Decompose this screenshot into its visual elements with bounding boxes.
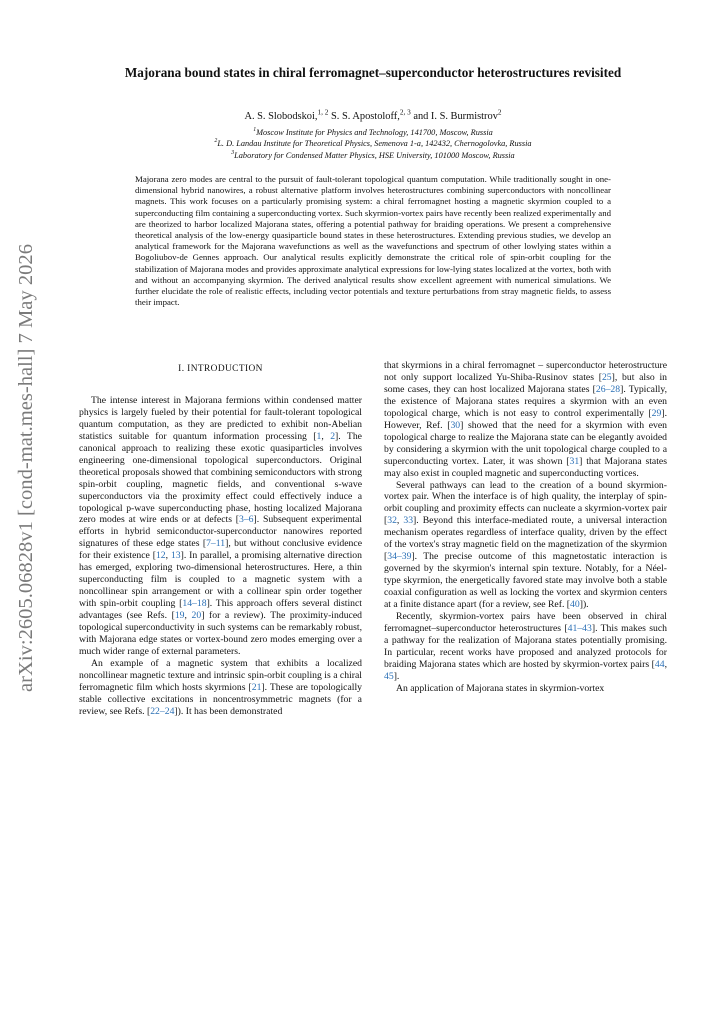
paragraph-text: that skyrmions in a chiral ferromagnet – superconductor heterostructure not only support localized Yu-Shiba-Rusinov states [ bbox=[384, 360, 667, 383]
citation-link[interactable]: 30 bbox=[450, 419, 461, 431]
citation-link[interactable]: 7–11 bbox=[206, 538, 226, 550]
affiliation-2: $^2$L. D. Landau Institute for Theoretical Physics, Semenova 1-a, 142432, Chernogolovka, Russia bbox=[214, 138, 532, 149]
citation-link[interactable]: 21 bbox=[251, 681, 262, 693]
left-column-body bbox=[79, 395, 362, 718]
paragraph-text: ]. The canonical approach to realizing these exotic quasiparticles involves engineering one-dimensional topological superconductors. Original theoretical proposals showed that combining semiconductors with strong spin-orbit coupling, magnetic fields, and conventional s-wave superconductors via the proximity effect could effectively induce a topological p-wave superconducting phase, hosting localized Majorana zero modes at wire ends or at defects [ bbox=[79, 430, 362, 526]
left-column bbox=[79, 362, 362, 718]
paragraph-text: An application of Majorana states in skyrmion-vortex bbox=[396, 682, 605, 694]
arxiv-stamp-text: arXiv:2605.06828v1 [cond-mat.mes-hall] 7 May 2026 bbox=[16, 267, 37, 692]
paragraph-text: ], but also in some cases, they can host localized Majorana states [ bbox=[384, 371, 667, 395]
paragraph-text: ] showed that the need for a skyrmion with even topological charge to realize the Majorana state can be elegantly avoided by considering a skyrmion with the unit topological charge coupled to a superconducting vortex. Later, it was shown [ bbox=[384, 419, 667, 467]
paragraph-text: ]. bbox=[393, 670, 400, 682]
citation-link[interactable]: 25 bbox=[601, 371, 612, 383]
paragraph-text: An example of a magnetic system that exhibits a localized noncollinear magnetic texture and intrinsic spin-orbit coupling is a chiral ferromagnetic film which hosts skyrmions [ bbox=[79, 657, 362, 693]
citation-link[interactable]: 44 bbox=[654, 658, 665, 670]
paragraph-text: , bbox=[396, 515, 404, 527]
citation-link[interactable]: 3–6 bbox=[238, 514, 254, 526]
body-paragraph bbox=[384, 611, 667, 683]
body-paragraph bbox=[384, 480, 667, 611]
paragraph-text: Several pathways can lead to the creation of a bound skyrmion-vortex pair. When the interface is of high quality, the interplay of spin-orbit coupling and proximity effects can nucleate a skyrmion-vortex pair [ bbox=[384, 479, 667, 527]
paragraph-text: ]. This makes such a pathway for the realization of Majorana states potentially promising. In particular, recent works have proposed and analyzed protocols for braiding Majorana states which are hosted by skyrmion-vortex pairs [ bbox=[384, 622, 667, 670]
affiliation-list bbox=[80, 127, 666, 161]
paragraph-text: , bbox=[321, 430, 331, 442]
citation-link[interactable]: 45 bbox=[384, 670, 394, 682]
paragraph-text: , bbox=[664, 658, 667, 670]
citation-link[interactable]: 31 bbox=[569, 455, 580, 467]
paragraph-text: ]. Beyond this interface-mediated route, a universal interaction mechanism operates regardless of interface quality, driven by the effect of the vortex's stray magnetic field on the magnetization of the skyrmion [ bbox=[384, 515, 668, 563]
citation-link[interactable]: 32 bbox=[387, 515, 397, 527]
body-paragraph bbox=[384, 360, 667, 480]
citation-link[interactable]: 26–28 bbox=[595, 383, 621, 395]
author-list bbox=[80, 110, 666, 123]
citation-link[interactable]: 14–18 bbox=[182, 598, 207, 610]
paragraph-text: ]. Typically, the existence of Majorana states requires a skyrmion with an even topological charge, which is not easy to control experimentally [ bbox=[384, 383, 667, 419]
affiliation-3: $^3$Laboratory for Condensed Matter Physics, HSE University, 101000 Moscow, Russia bbox=[231, 150, 515, 160]
body-paragraph bbox=[79, 658, 362, 718]
arxiv-stamp-svg bbox=[4, 240, 44, 695]
citation-link[interactable]: 12 bbox=[155, 550, 166, 562]
paper-title: Majorana bound states in chiral ferromagnet–superconductor heterostructures revisited bbox=[124, 65, 622, 80]
citation-link[interactable]: 20 bbox=[191, 610, 202, 622]
citation-link[interactable]: 1 bbox=[316, 430, 322, 442]
author-3: and I. S. Burmistrov$^2$ bbox=[413, 108, 502, 122]
paragraph-text: ]). It has been demonstrated bbox=[174, 705, 283, 717]
citation-link[interactable]: 13 bbox=[170, 550, 181, 562]
right-column-body bbox=[384, 360, 667, 695]
paragraph-text: ]. This approach offers several distinct advantages (see Refs. [ bbox=[79, 598, 362, 622]
citation-link[interactable]: 40 bbox=[570, 599, 580, 611]
paragraph-text: ]. Subsequent experimental efforts in hybrid semiconductor-superconductor nanowires reported signatures of these edge states [ bbox=[79, 514, 362, 550]
abstract: Majorana zero modes are central to the pursuit of fault-tolerant topological quantum computation. While traditionally sought in one-dimensional hybrid nanowires, a robust alternative platform involves heterostructures combining superconductors with noncollinear magnets. This work focuses on a particularly promising system: a chiral ferromagnet hosting a magnetic skyrmion coupled to a superconducting film containing a superconducting vortex. Such skyrmion-vortex pairs have recently been realized experimentally and are theorized to harbor localized Majorana states, offering a potential pathway for braiding operations. We present a comprehensive theoretical analysis of the low-energy quasiparticle bound states in these heterostructures. Extending previous studies, we develop an analytical framework for the Majorana wavefunctions as well as the wavefunctions and spectrum of other lowlying states within a Bogoliubov-de Gennes approach. Our analytical results explicitly demonstrate the critical role of spin-orbit coupling for the stabilization of Majorana modes and provides approximate analytical expressions for low-lying states localized at the vortex, both with and without an accompanying skyrmion. The derived analytical results show excellent agreement with numerical simulations. We further elucidate the role of realistic effects, including vector potentials and texture perturbations from stray magnetic fields, to assess their impact. bbox=[135, 174, 611, 308]
paragraph-text: ]. These are topologically stable collective excitations in noncentrosymmetric magnets (for a review, see Refs. [ bbox=[79, 681, 362, 717]
right-column bbox=[384, 360, 667, 695]
paragraph-text: ], but without conclusive evidence for their existence [ bbox=[79, 538, 362, 562]
paragraph-text: ] for a review). The proximity-induced topological superconductivity in such systems can be remarkably robust, with Majorana edge states or vortex-bound zero modes emerging over a much wider range of external parameters. bbox=[79, 610, 362, 657]
citation-link[interactable]: 19 bbox=[174, 610, 185, 622]
body-paragraph bbox=[384, 683, 667, 695]
citation-link[interactable]: 34–39 bbox=[387, 551, 412, 563]
paragraph-text: ]. The precise outcome of this magnetostatic interaction is governed by the skyrmion's internal spin texture. Notably, for a Néel-type skyrmion, the energetically favored state may involve both a stable coaxial configuration as well as locking the vortex and skyrmion centers at a finite distance apart (for a review, see Ref. [ bbox=[384, 551, 667, 611]
affiliation-1: $^1$Moscow Institute for Physics and Technology, 141700, Moscow, Russia bbox=[253, 127, 493, 137]
paragraph-text: Recently, skyrmion-vortex pairs have been observed in chiral ferromagnet–superconductor heterostructures [ bbox=[384, 611, 667, 634]
citation-link[interactable]: 41–43 bbox=[567, 622, 592, 634]
paragraph-text: ]. In parallel, a promising alternative direction has emerged, exploring two-dimensional heterostructures. Here, a thin superconducting film is coupled to a magnetic system with a noncollinear spin arrangement or with a collinear spin order together with spin-orbit coupling [ bbox=[79, 550, 362, 610]
paragraph-text: The intense interest in Majorana fermions within condensed matter physics is largely fueled by their potential for fault-tolerant topological quantum computation, as they are predicted to exhibit non-Abelian statistics suitable for quantum information processing [ bbox=[79, 394, 362, 442]
paragraph-text: ] that Majorana states may also exist in coupled magnetic and superconducting vortices. bbox=[384, 455, 667, 479]
author-1: A. S. Slobodskoi,$^{1, 2}$ bbox=[244, 108, 329, 122]
paragraph-text: , bbox=[184, 610, 192, 622]
citation-link[interactable]: 22–24 bbox=[150, 705, 175, 717]
arxiv-stamp bbox=[4, 240, 44, 695]
author-2: S. S. Apostoloff,$^{2, 3}$ bbox=[331, 108, 411, 122]
paragraph-text: ]. However, Ref. [ bbox=[384, 407, 667, 431]
citation-link[interactable]: 2 bbox=[330, 430, 336, 442]
paragraph-text: ]). bbox=[579, 599, 589, 611]
citation-link[interactable]: 33 bbox=[403, 515, 414, 527]
paragraph-text: , bbox=[165, 550, 171, 562]
citation-link[interactable]: 29 bbox=[651, 407, 662, 419]
body-paragraph bbox=[79, 395, 362, 658]
section-heading-introduction: I. INTRODUCTION bbox=[178, 364, 263, 374]
